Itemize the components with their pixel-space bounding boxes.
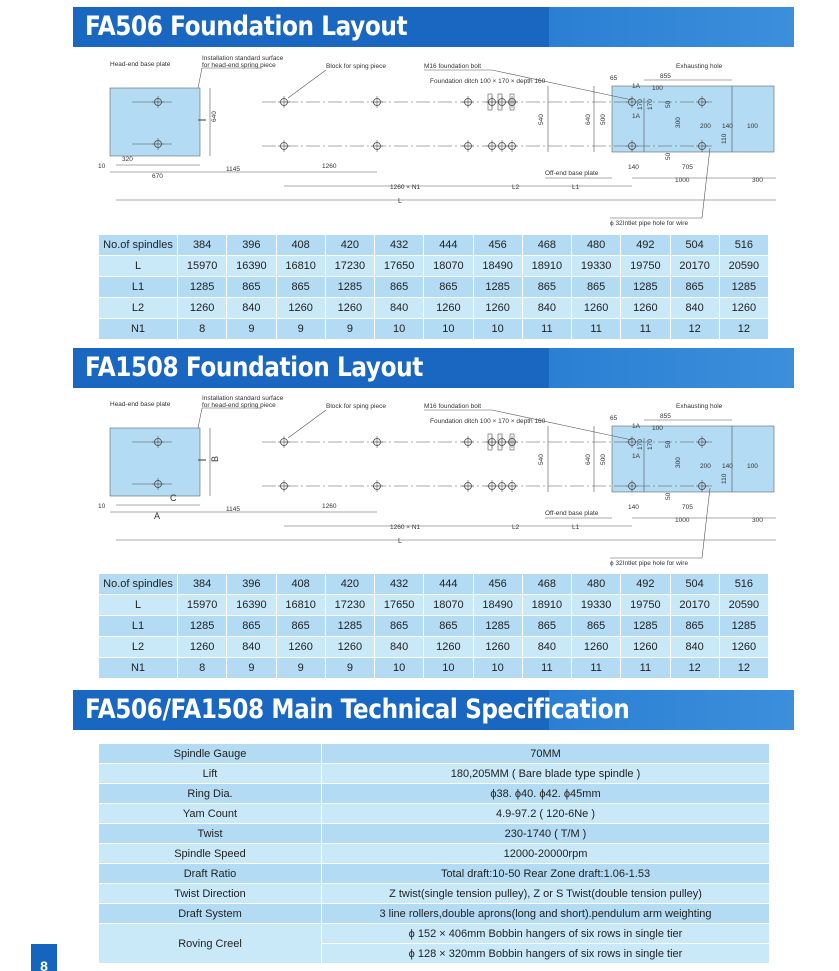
fa1508-spindle-cell: 1260 — [276, 637, 325, 658]
install-surface-label: Installation standard surface — [202, 395, 284, 402]
fa1508-spindle-cell: 865 — [227, 616, 276, 637]
fa1508-spindle-cell: 516 — [719, 574, 768, 595]
fa506-spindle-cell: 384 — [178, 235, 227, 256]
fa506-spindle-cell: 1260 — [719, 298, 768, 319]
fa1508-spindle-cell: 1285 — [178, 616, 227, 637]
fa1508-spindle-row-label: No.of spindles — [99, 574, 178, 595]
fa506-spindle-cell: 10 — [424, 319, 473, 340]
fa506-spindle-cell: 12 — [670, 319, 719, 340]
fa1508-spindle-cell: 396 — [227, 574, 276, 595]
technical-spec-table — [99, 744, 770, 964]
fa506-spindle-row — [99, 298, 769, 319]
fa1508-spindle-cell: 19330 — [572, 595, 621, 616]
dim-500: 500 — [600, 454, 607, 465]
fa1508-spindle-cell: 16810 — [276, 595, 325, 616]
spec-row — [99, 744, 770, 764]
fa506-spindle-row-label: N1 — [99, 319, 178, 340]
leader-line — [288, 70, 326, 98]
dim-1000: 1000 — [675, 517, 690, 524]
fa506-spindle-cell: 492 — [621, 235, 670, 256]
dim-50-a: 50 — [665, 100, 672, 108]
dim-l1: L1 — [572, 524, 580, 531]
fa506-spindle-cell: 1260 — [621, 298, 670, 319]
spec-row — [99, 844, 770, 864]
fa506-spindle-cell: 8 — [178, 319, 227, 340]
fa1508-spindle-row-label: L2 — [99, 637, 178, 658]
dim-1a-mid: 1A — [632, 113, 640, 120]
fa506-spindle-cell: 9 — [325, 319, 374, 340]
fa506-spindle-cell: 19750 — [621, 256, 670, 277]
fa506-spindle-cell: 1285 — [178, 277, 227, 298]
fa506-spindle-cell: 865 — [522, 277, 571, 298]
fa1508-spindle-cell: 504 — [670, 574, 719, 595]
fa506-spindle-cell: 19330 — [572, 256, 621, 277]
dim-label-c: C — [170, 493, 177, 503]
fa506-spindle-cell: 10 — [375, 319, 424, 340]
dim-300-end: 300 — [752, 517, 763, 524]
dim-100-right: 100 — [747, 123, 758, 130]
fa506-spindle-cell: 840 — [227, 298, 276, 319]
fa506-spindle-cell: 18910 — [522, 256, 571, 277]
m16-bolt-label: M16 foundation bolt — [424, 63, 482, 70]
spec-row — [99, 884, 770, 904]
spec-value: 12000-20000rpm — [322, 844, 770, 864]
fa506-spindle-cell: 20590 — [719, 256, 768, 277]
fa506-spindle-row-label: L1 — [99, 277, 178, 298]
dim-640-head: 640 — [211, 111, 218, 122]
fa506-spindle-cell: 865 — [227, 277, 276, 298]
dim-140-bottom: 140 — [628, 504, 639, 511]
spec-label: Ring Dia. — [99, 784, 322, 804]
fa506-spindle-row-label: L2 — [99, 298, 178, 319]
exhausting-hole-label: Exhausting hole — [676, 403, 723, 410]
fa1508-spindle-cell: 1260 — [621, 637, 670, 658]
spec-row — [99, 904, 770, 924]
fa1508-spindle-cell: 18070 — [424, 595, 473, 616]
dim-50-a: 50 — [665, 440, 672, 448]
spec-label: Draft System — [99, 904, 322, 924]
fa1508-spindle-cell: 12 — [719, 658, 768, 679]
spec-label: Lift — [99, 764, 322, 784]
fa506-spindle-table — [99, 235, 769, 340]
fa1508-spindle-cell: 444 — [424, 574, 473, 595]
dim-640-off: 640 — [585, 114, 592, 125]
fa1508-spindle-cell: 865 — [424, 616, 473, 637]
dim-140: 140 — [722, 463, 733, 470]
dim-100: 100 — [652, 85, 663, 92]
fa506-spindle-cell: 516 — [719, 235, 768, 256]
fa506-spindle-cell: 504 — [670, 235, 719, 256]
fa1508-spindle-cell: 1260 — [424, 637, 473, 658]
dim-670: 670 — [152, 173, 163, 180]
fa506-spindle-cell: 1260 — [276, 298, 325, 319]
fa1508-spindle-row-label: L — [99, 595, 178, 616]
dim-50-b: 50 — [665, 492, 672, 500]
fa506-spindle-cell: 865 — [572, 277, 621, 298]
page-number-tab — [31, 944, 57, 971]
fa506-spindle-cell: 15970 — [178, 256, 227, 277]
fa1508-spindle-row — [99, 637, 769, 658]
fa1508-spindle-cell: 10 — [473, 658, 522, 679]
fa506-spindle-cell: 432 — [375, 235, 424, 256]
fa506-spindle-cell: 18070 — [424, 256, 473, 277]
fa1508-spindle-cell: 8 — [178, 658, 227, 679]
install-surface-label-2: for head-end spring piece — [202, 402, 276, 409]
spec-value: ϕ 128 × 320mm Bobbin hangers of six rows in single tier — [322, 944, 770, 964]
dim-855: 855 — [660, 73, 671, 80]
dim-110: 110 — [721, 133, 728, 144]
dim-300: 300 — [675, 117, 682, 128]
fa1508-spindle-cell: 1260 — [178, 637, 227, 658]
dim-10: 10 — [98, 503, 106, 510]
fa1508-spindle-row — [99, 595, 769, 616]
dim-1260: 1260 — [322, 503, 337, 510]
fa506-spindle-row-label: No.of spindles — [99, 235, 178, 256]
dim-170-b: 170 — [647, 99, 654, 110]
dim-140-bottom: 140 — [628, 164, 639, 171]
fa1508-spindle-row — [99, 658, 769, 679]
leader-line — [702, 148, 710, 218]
fa506-spindle-cell: 865 — [375, 277, 424, 298]
fa506-spindle-row — [99, 277, 769, 298]
dim-170-a: 170 — [637, 99, 644, 110]
fa1508-spindle-row-label: N1 — [99, 658, 178, 679]
fa1508-spindle-cell: 1285 — [719, 616, 768, 637]
fa1508-foundation-diagram — [92, 395, 776, 568]
leader-line — [198, 68, 202, 88]
dim-200: 200 — [700, 463, 711, 470]
dim-50-b: 50 — [665, 152, 672, 160]
fa506-title-banner — [73, 7, 794, 47]
dim-100: 100 — [652, 425, 663, 432]
fa1508-spindle-cell: 456 — [473, 574, 522, 595]
off-end-plate-label: Off-end base plate — [545, 510, 599, 517]
fa1508-title-banner — [73, 348, 794, 388]
dim-l: L — [398, 198, 402, 205]
fa506-spindle-cell: 18490 — [473, 256, 522, 277]
fa506-spindle-cell: 840 — [670, 298, 719, 319]
off-end-plate-label: Off-end base plate — [545, 170, 599, 177]
dim-1260: 1260 — [322, 163, 337, 170]
fa1508-spindle-cell: 865 — [276, 616, 325, 637]
spec-label: Yam Count — [99, 804, 322, 824]
block-spring-label: Block for sping piece — [326, 63, 386, 70]
fa1508-spindle-cell: 12 — [670, 658, 719, 679]
fa1508-spindle-cell: 865 — [670, 616, 719, 637]
dim-1a-top: 1A — [632, 423, 640, 430]
fa1508-spindle-row — [99, 574, 769, 595]
spec-label: Draft Ratio — [99, 864, 322, 884]
fa1508-spindle-cell: 480 — [572, 574, 621, 595]
dim-170-a: 170 — [637, 439, 644, 450]
exhausting-hole-label: Exhausting hole — [676, 63, 723, 70]
spec-value: 180,205MM ( Bare blade type spindle ) — [322, 764, 770, 784]
dim-200: 200 — [700, 123, 711, 130]
fa1508-spindle-cell: 11 — [621, 658, 670, 679]
leader-line — [288, 410, 326, 438]
fa1508-spindle-cell: 1285 — [325, 616, 374, 637]
spec-value: 4.9-97.2 ( 120-6Ne ) — [322, 804, 770, 824]
fa1508-spindle-cell: 16390 — [227, 595, 276, 616]
fa1508-spindle-cell: 840 — [670, 637, 719, 658]
install-surface-label: Installation standard surface — [202, 55, 284, 62]
spec-value: 70MM — [322, 744, 770, 764]
fa506-spindle-cell: 11 — [621, 319, 670, 340]
dim-label-b: B — [210, 455, 220, 462]
install-surface-label-2: for head-end spring piece — [202, 62, 276, 69]
spec-label: Roving Creel — [99, 924, 322, 964]
fa1508-spindle-cell: 1260 — [473, 637, 522, 658]
dim-540: 540 — [538, 114, 545, 125]
fa506-spindle-cell: 17230 — [325, 256, 374, 277]
dim-500: 500 — [600, 114, 607, 125]
dim-10: 10 — [98, 163, 106, 170]
spec-row — [99, 784, 770, 804]
fa506-spindle-cell: 840 — [522, 298, 571, 319]
fa1508-spindle-cell: 1285 — [621, 616, 670, 637]
fa506-spindle-cell: 9 — [276, 319, 325, 340]
fa506-spindle-row-label: L — [99, 256, 178, 277]
fa506-spindle-cell: 865 — [276, 277, 325, 298]
dim-l: L — [398, 538, 402, 545]
fa506-spindle-cell: 1285 — [473, 277, 522, 298]
spec-row — [99, 804, 770, 824]
fa506-spindle-cell: 1260 — [572, 298, 621, 319]
fa1508-spindle-cell: 408 — [276, 574, 325, 595]
fa1508-spindle-row-label: L1 — [99, 616, 178, 637]
dim-1a-mid: 1A — [632, 453, 640, 460]
fa1508-title: FA1508 Foundation Layout — [85, 352, 423, 383]
fa1508-spindle-cell: 1260 — [325, 637, 374, 658]
fa506-spindle-cell: 11 — [522, 319, 571, 340]
fa1508-spindle-cell: 20590 — [719, 595, 768, 616]
fa506-spindle-row — [99, 235, 769, 256]
fa506-spindle-cell: 840 — [375, 298, 424, 319]
fa1508-spindle-cell: 17650 — [375, 595, 424, 616]
spec-label: Spindle Speed — [99, 844, 322, 864]
page-number: 8 — [40, 958, 48, 971]
inlet-pipe-label: ϕ 32Intlet pipe hole for wire — [610, 560, 689, 567]
fa1508-spindle-table — [99, 574, 769, 679]
fa1508-spindle-cell: 865 — [375, 616, 424, 637]
spec-label: Twist Direction — [99, 884, 322, 904]
fa1508-spindle-cell: 432 — [375, 574, 424, 595]
fa506-spindle-cell: 9 — [227, 319, 276, 340]
leader-line — [198, 408, 202, 428]
fa506-spindle-cell: 456 — [473, 235, 522, 256]
spec-label: Twist — [99, 824, 322, 844]
fa1508-spindle-cell: 1285 — [473, 616, 522, 637]
head-end-base-plate-label: Head-end base plate — [110, 61, 171, 68]
spec-label: Spindle Gauge — [99, 744, 322, 764]
fa1508-spindle-cell: 15970 — [178, 595, 227, 616]
fa1508-spindle-cell: 9 — [227, 658, 276, 679]
fa506-spindle-row — [99, 319, 769, 340]
inlet-pipe-label: ϕ 32Intlet pipe hole for wire — [610, 220, 689, 227]
fa1508-spindle-cell: 10 — [424, 658, 473, 679]
dim-640-off: 640 — [585, 454, 592, 465]
dim-1260-n1: 1260 × N1 — [390, 184, 421, 191]
fa506-spindle-cell: 1285 — [719, 277, 768, 298]
fa506-spindle-cell: 444 — [424, 235, 473, 256]
fa1508-spindle-cell: 865 — [572, 616, 621, 637]
spec-value: Z twist(single tension pulley), Z or S Twist(double tension pulley) — [322, 884, 770, 904]
fa1508-spindle-cell: 840 — [522, 637, 571, 658]
fa506-spindle-row — [99, 256, 769, 277]
head-end-base-plate-label: Head-end base plate — [110, 401, 171, 408]
dim-l2: L2 — [512, 524, 520, 531]
fa1508-spindle-row — [99, 616, 769, 637]
spec-title: FA506/FA1508 Main Technical Specification — [85, 694, 630, 725]
foundation-layout-svg — [92, 395, 776, 568]
fa506-spindle-cell: 420 — [325, 235, 374, 256]
fa506-spindle-cell: 17650 — [375, 256, 424, 277]
fa506-spindle-cell: 865 — [670, 277, 719, 298]
fa506-spindle-cell: 11 — [572, 319, 621, 340]
fa1508-spindle-cell: 9 — [276, 658, 325, 679]
fa1508-spindle-cell: 19750 — [621, 595, 670, 616]
fa506-spindle-cell: 1260 — [178, 298, 227, 319]
m16-bolt-label: M16 foundation bolt — [424, 403, 482, 410]
fa506-spindle-cell: 1285 — [621, 277, 670, 298]
dim-320: 320 — [122, 156, 133, 163]
foundation-layout-svg — [92, 55, 776, 228]
fa1508-spindle-cell: 10 — [375, 658, 424, 679]
spec-value: ϕ 152 × 406mm Bobbin hangers of six rows in single tier — [322, 924, 770, 944]
fa506-spindle-cell: 20170 — [670, 256, 719, 277]
fa506-foundation-diagram — [92, 55, 776, 228]
dim-1000: 1000 — [675, 177, 690, 184]
fa1508-spindle-cell: 11 — [572, 658, 621, 679]
foundation-ditch-label: Foundation ditch 100 × 170 × depth 160 — [430, 78, 546, 85]
fa506-spindle-cell: 1285 — [325, 277, 374, 298]
fa506-title: FA506 Foundation Layout — [85, 11, 408, 42]
dim-100-right: 100 — [747, 463, 758, 470]
dim-1145: 1145 — [226, 166, 240, 173]
dim-705: 705 — [682, 164, 693, 171]
dim-140: 140 — [722, 123, 733, 130]
fa506-spindle-cell: 468 — [522, 235, 571, 256]
fa1508-spindle-cell: 384 — [178, 574, 227, 595]
fa506-spindle-cell: 1260 — [325, 298, 374, 319]
dim-855: 855 — [660, 413, 671, 420]
fa1508-spindle-cell: 420 — [325, 574, 374, 595]
fa506-spindle-cell: 480 — [572, 235, 621, 256]
spec-value: 3 line rollers,double aprons(long and short).pendulum arm weighting — [322, 904, 770, 924]
fa506-spindle-cell: 396 — [227, 235, 276, 256]
block-spring-label: Block for sping piece — [326, 403, 386, 410]
spec-value: ϕ38. ϕ40. ϕ42. ϕ45mm — [322, 784, 770, 804]
fa1508-spindle-cell: 9 — [325, 658, 374, 679]
spec-row — [99, 864, 770, 884]
fa506-spindle-cell: 408 — [276, 235, 325, 256]
dim-300: 300 — [675, 457, 682, 468]
dim-170-b: 170 — [647, 439, 654, 450]
fa506-spindle-cell: 1260 — [473, 298, 522, 319]
dim-1a-top: 1A — [632, 83, 640, 90]
fa506-spindle-cell: 16810 — [276, 256, 325, 277]
dim-65: 65 — [610, 415, 618, 422]
dim-110: 110 — [721, 473, 728, 484]
fa1508-spindle-cell: 18910 — [522, 595, 571, 616]
fa506-spindle-cell: 1260 — [424, 298, 473, 319]
fa1508-spindle-cell: 468 — [522, 574, 571, 595]
spec-row — [99, 764, 770, 784]
fa506-spindle-cell: 16390 — [227, 256, 276, 277]
dim-705: 705 — [682, 504, 693, 511]
fa1508-spindle-cell: 1260 — [719, 637, 768, 658]
dim-l2: L2 — [512, 184, 520, 191]
spec-value: Total draft:10-50 Rear Zone draft:1.06-1.53 — [322, 864, 770, 884]
dim-1260-n1: 1260 × N1 — [390, 524, 421, 531]
fa1508-spindle-cell: 17230 — [325, 595, 374, 616]
fa1508-spindle-cell: 11 — [522, 658, 571, 679]
fa506-spindle-cell: 10 — [473, 319, 522, 340]
fa1508-spindle-cell: 1260 — [572, 637, 621, 658]
dim-540: 540 — [538, 454, 545, 465]
spec-row — [99, 924, 770, 944]
spec-value: 230-1740 ( T/M ) — [322, 824, 770, 844]
dim-l1: L1 — [572, 184, 580, 191]
dim-65: 65 — [610, 75, 618, 82]
fa1508-spindle-cell: 865 — [522, 616, 571, 637]
fa506-spindle-cell: 12 — [719, 319, 768, 340]
dim-label-a: A — [154, 511, 161, 521]
fa1508-spindle-cell: 492 — [621, 574, 670, 595]
fa1508-spindle-cell: 20170 — [670, 595, 719, 616]
fa1508-spindle-cell: 840 — [375, 637, 424, 658]
fa506-spindle-cell: 865 — [424, 277, 473, 298]
dim-300-end: 300 — [752, 177, 763, 184]
fa1508-spindle-cell: 840 — [227, 637, 276, 658]
leader-line — [702, 488, 710, 558]
spec-row — [99, 824, 770, 844]
spec-title-banner — [73, 690, 794, 730]
foundation-ditch-label: Foundation ditch 100 × 170 × depth 160 — [430, 418, 546, 425]
fa1508-spindle-cell: 18490 — [473, 595, 522, 616]
dim-1145: 1145 — [226, 506, 240, 513]
